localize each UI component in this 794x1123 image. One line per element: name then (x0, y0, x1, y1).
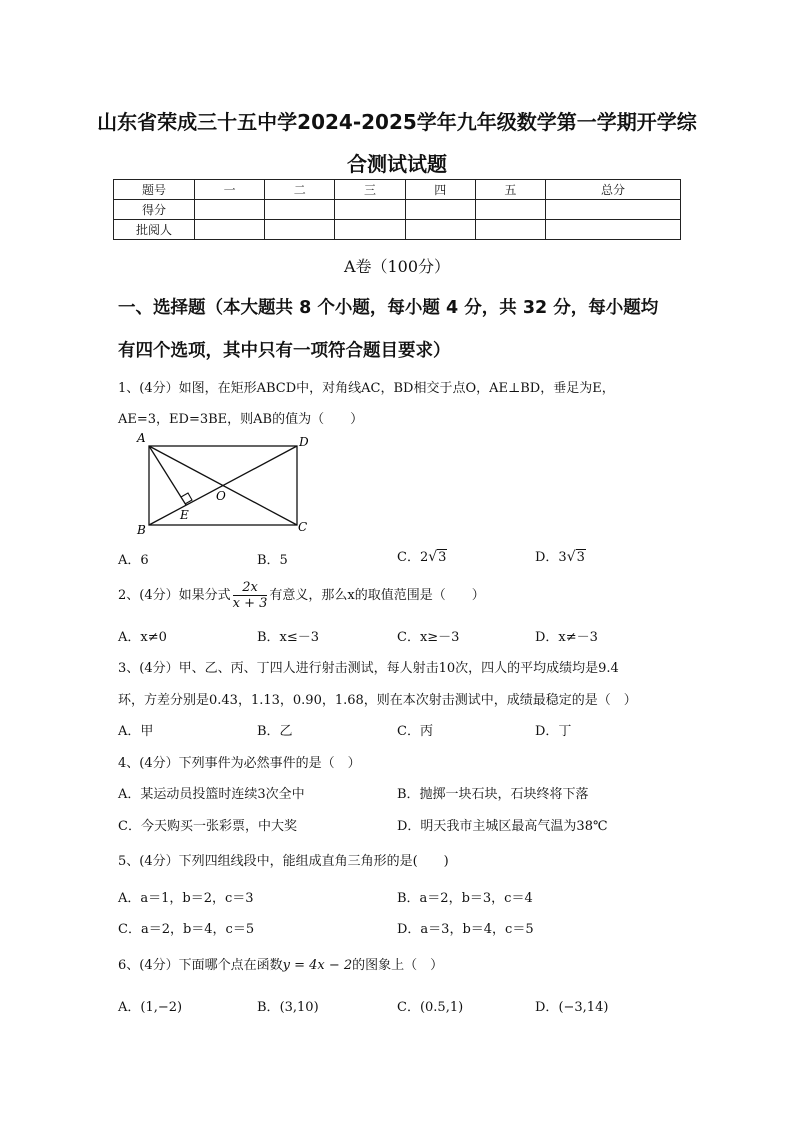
score-cell (265, 200, 335, 220)
question-5-text: 5、(4分）下列四组线段中，能组成直角三角形的是( ) (118, 854, 449, 869)
q6-option-c (397, 996, 463, 1015)
score-cell (335, 200, 405, 220)
score-cell (475, 220, 545, 240)
q2-suffix: 有意义，那么x的取值范围是（ ） (269, 588, 485, 603)
q2-option-b: B．x≤－3 (257, 630, 320, 645)
q1-option-d-radicand: 3 (576, 550, 585, 565)
q3-option-b: B．乙 (257, 724, 293, 739)
q6-prefix: 6、(4分）下面哪个点在函数 (118, 958, 283, 973)
score-table-header: 二 (265, 180, 335, 200)
q6-option-a-label: A． (118, 1000, 141, 1015)
score-table-header: 题号 (114, 180, 195, 200)
q1-option-c (397, 546, 447, 565)
q1-option-d (535, 546, 586, 565)
question-4-text: 4、(4分）下列事件为必然事件的是（ ） (118, 756, 361, 771)
q6-suffix: 的图象上（ ） (352, 958, 444, 973)
rectangle-figure (133, 430, 323, 535)
q6-option-d-label: D． (535, 1000, 559, 1015)
score-cell (475, 200, 545, 220)
q6-option-d (535, 996, 608, 1015)
score-cell (405, 220, 475, 240)
label-b: B (137, 523, 146, 535)
q2-prefix: 2、(4分）如果分式 (118, 588, 231, 603)
q3-option-c: C．丙 (397, 724, 433, 739)
q4-option-c: C．今天购买一张彩票，中大奖 (118, 819, 297, 834)
score-cell (195, 200, 265, 220)
q6-option-b (257, 996, 319, 1015)
label-o: O (216, 489, 226, 503)
q1-option-b: B．5 (257, 553, 288, 568)
q2-option-d: D．x≠－3 (535, 630, 598, 645)
q6-option-c-label: C． (397, 1000, 420, 1015)
label-d: D (299, 435, 309, 449)
section-heading: 一、选择题（本大题共 8 个小题，每小题 4 分，共 32 分，每小题均 (118, 298, 659, 318)
score-row-label: 批阅人 (114, 220, 195, 240)
label-c: C (298, 520, 308, 534)
score-table-row (114, 220, 681, 240)
q3-option-a: A．甲 (118, 724, 154, 739)
sqrt-icon: √ (428, 549, 438, 565)
fraction-denominator: x + 3 (232, 596, 268, 611)
question-6-text (118, 954, 443, 973)
q6-option-c-value: (0.5,1) (419, 1000, 464, 1015)
question-3-text: 3、(4分）甲、乙、丙、丁四人进行射击测试，每人射击10次，四人的平均成绩均是9.4 (118, 661, 619, 676)
q1-option-c-prefix: C．2 (397, 550, 429, 565)
volume-heading: A卷（100分） (343, 257, 451, 276)
q5-option-b: B．a＝2，b＝3，c＝4 (397, 891, 533, 906)
q6-option-b-label: B． (257, 1000, 280, 1015)
q2-option-c: C．x≥－3 (397, 630, 460, 645)
q6-option-a (118, 996, 182, 1015)
q1-option-c-radicand: 3 (438, 550, 447, 565)
q2-fraction (233, 580, 268, 611)
label-e: E (180, 508, 189, 522)
segment-ae (149, 446, 186, 505)
score-cell (546, 200, 681, 220)
score-table-header: 三 (335, 180, 405, 200)
q1-option-d-prefix: D．3 (535, 550, 567, 565)
score-table-row (114, 200, 681, 220)
q4-option-a: A．某运动员投篮时连续3次全中 (118, 787, 305, 802)
q3-option-d: D．丁 (535, 724, 572, 739)
page-title-continued: 合测试试题 (347, 152, 447, 176)
fraction-numerator: 2x (233, 580, 268, 596)
q5-option-a: A．a＝1，b＝2，c＝3 (118, 891, 254, 906)
score-cell (546, 220, 681, 240)
q5-option-d: D．a＝3，b＝4，c＝5 (397, 922, 534, 937)
score-table-header: 总分 (546, 180, 681, 200)
q6-option-b-value: (3,10) (279, 1000, 319, 1015)
page-title: 山东省荣成三十五中学2024-2025学年九年级数学第一学期开学综 (97, 110, 697, 134)
section-heading-continued: 有四个选项，其中只有一项符合题目要求） (118, 341, 451, 361)
score-cell (265, 220, 335, 240)
score-cell (335, 220, 405, 240)
sqrt-icon: √ (566, 549, 576, 565)
q1-option-a: A．6 (118, 553, 149, 568)
q6-option-a-value: (1,−2) (140, 1000, 183, 1015)
question-1-text: 1、(4分）如图，在矩形ABCD中，对角线AC，BD相交于点O，AE⊥BD，垂足为E， (118, 381, 615, 396)
q2-option-a: A．x≠0 (118, 630, 167, 645)
label-a: A (137, 431, 146, 445)
score-table-header-row (114, 180, 681, 200)
score-cell (405, 200, 475, 220)
q4-option-d: D．明天我市主城区最高气温为38℃ (397, 819, 608, 834)
score-table-header: 五 (475, 180, 545, 200)
score-table (113, 179, 681, 240)
q6-function: y = 4x − 2 (282, 958, 353, 973)
question-3-text-continued: 环，方差分别是0.43，1.13，0.90，1.68，则在本次射击测试中，成绩最稳定的是（ ） (118, 693, 637, 708)
score-row-label: 得分 (114, 200, 195, 220)
question-2-text (118, 580, 485, 611)
q4-option-b: B．抛掷一块石块，石块终将下落 (397, 787, 589, 802)
score-table-header: 四 (405, 180, 475, 200)
score-cell (195, 220, 265, 240)
q5-option-c: C．a＝2，b＝4，c＝5 (118, 922, 255, 937)
score-table-header: 一 (195, 180, 265, 200)
q6-option-d-value: (−3,14) (558, 1000, 609, 1015)
question-1-text-continued: AE=3，ED=3BE，则AB的值为（ ） (118, 412, 364, 427)
